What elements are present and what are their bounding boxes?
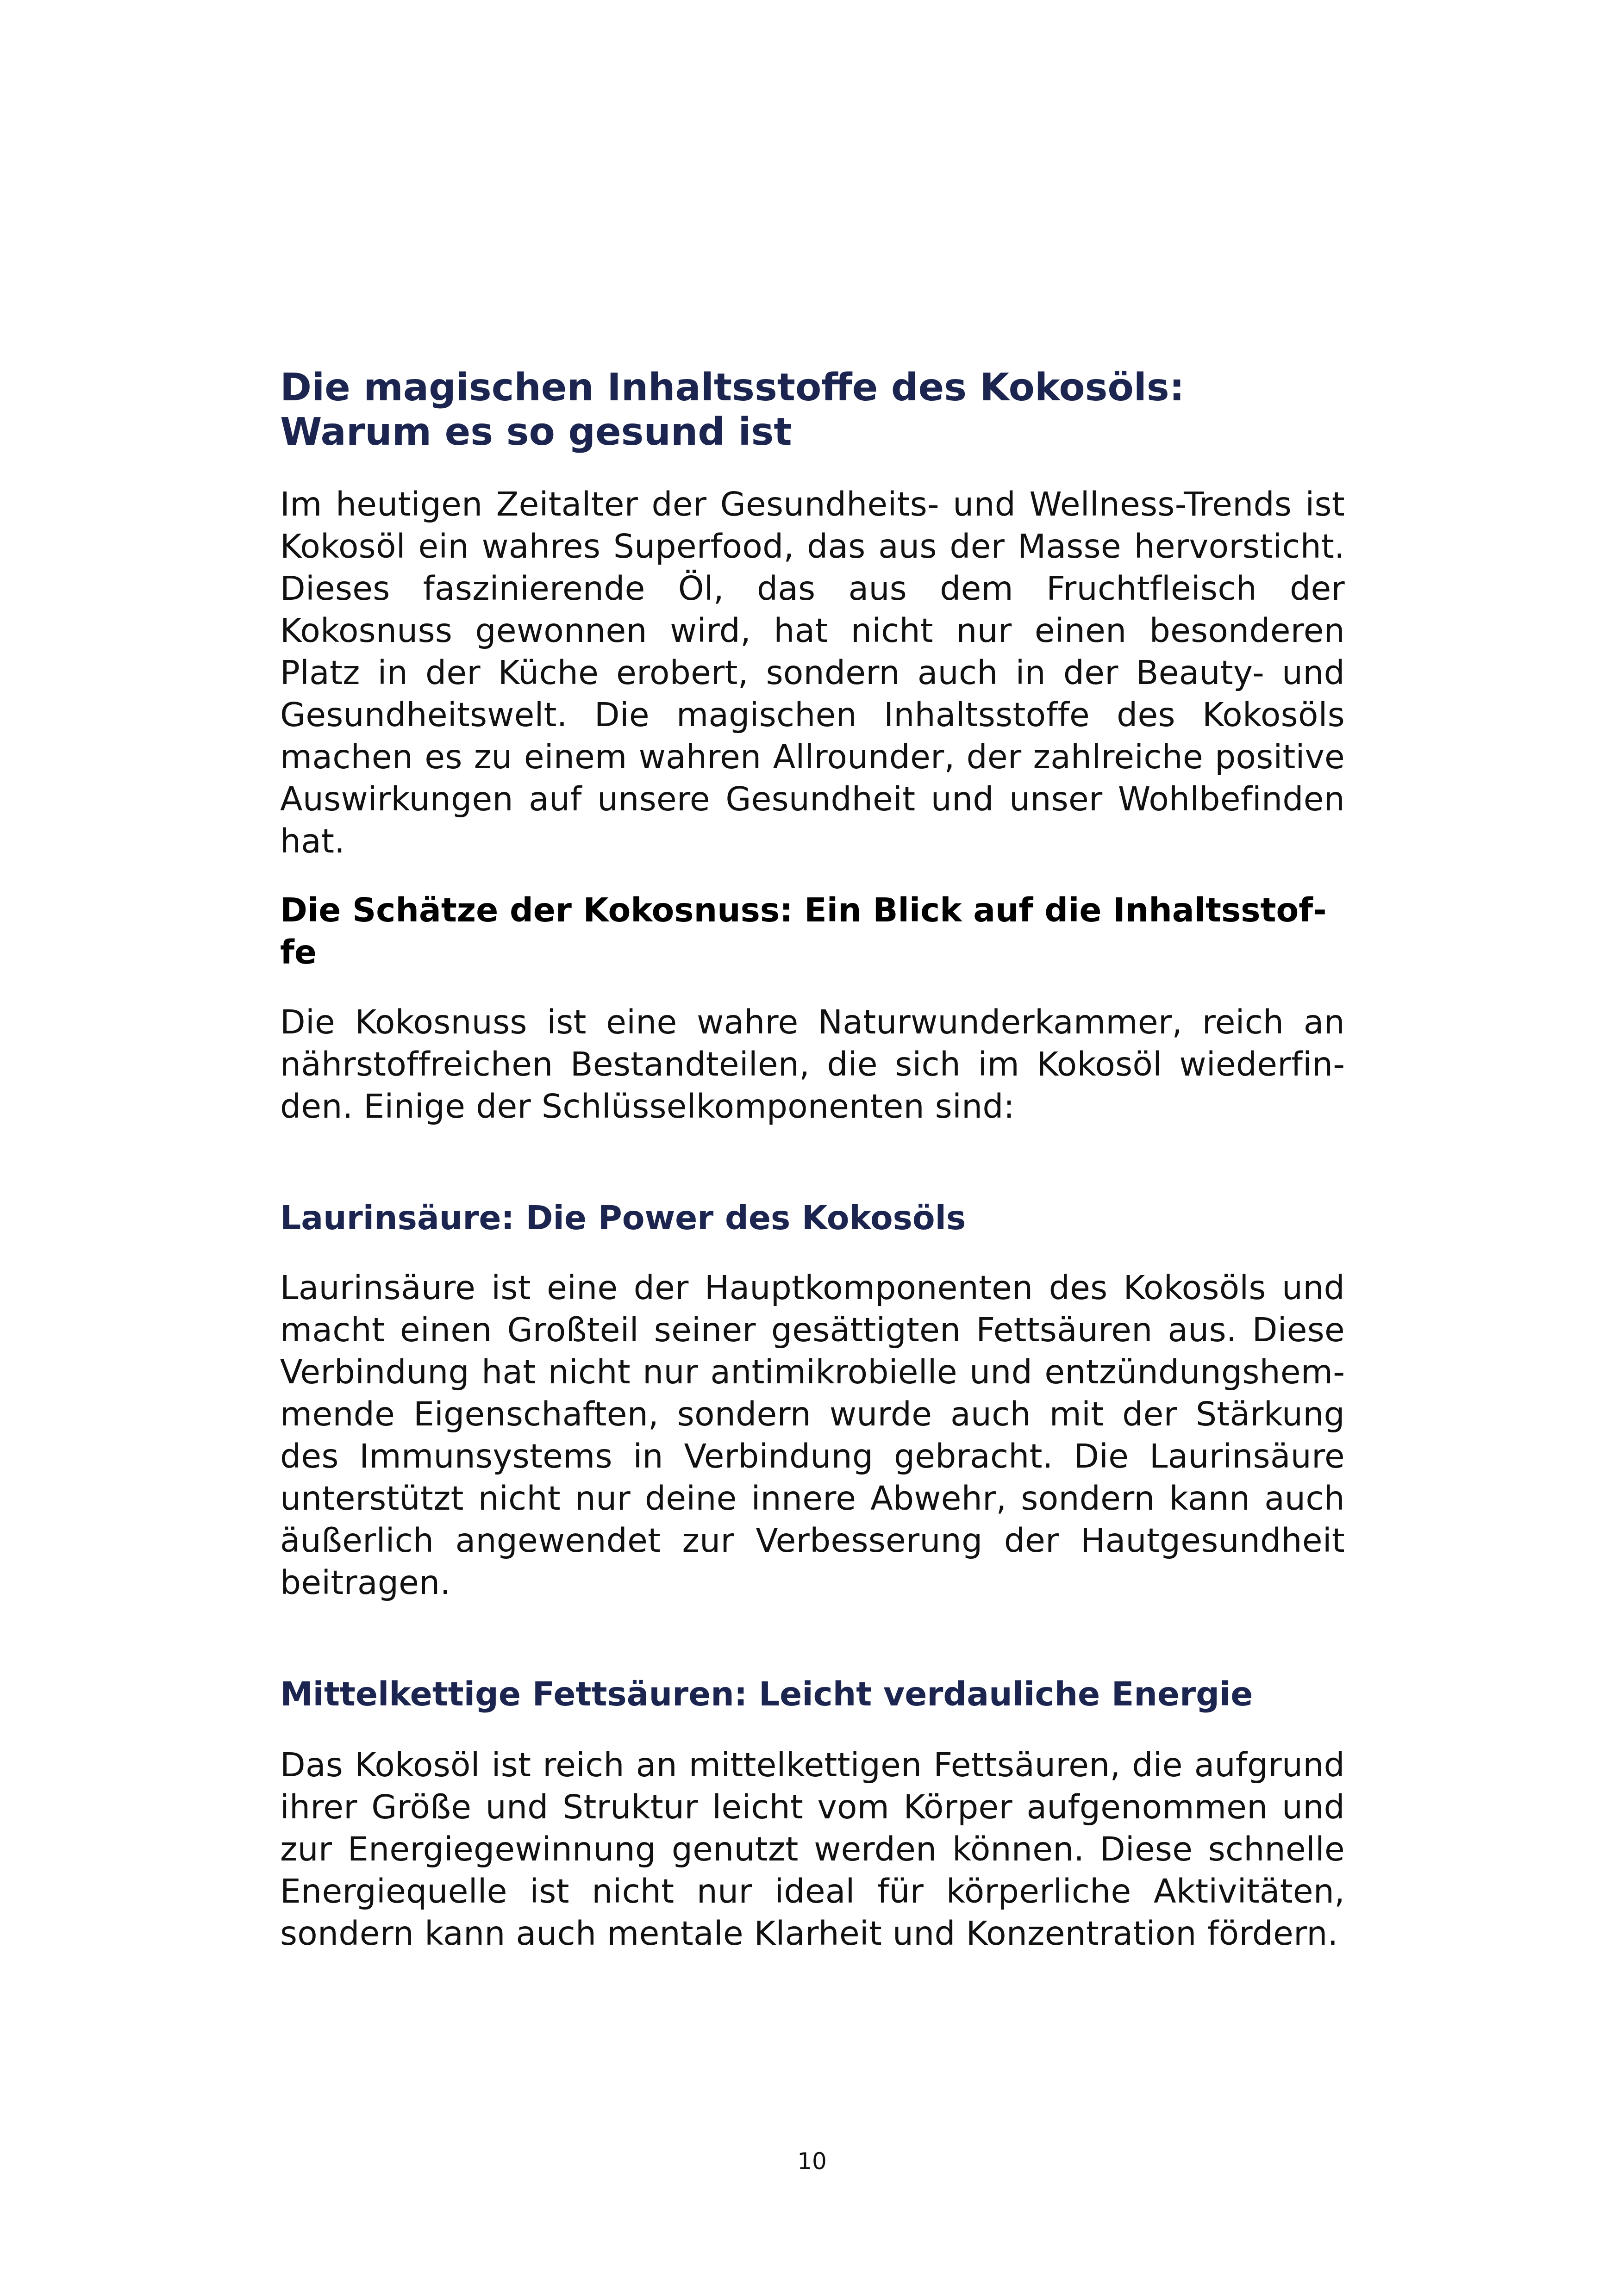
- treasures-heading: Die Schätze der Kokosnuss: Ein Blick auf die Inhaltsstoffe: [280, 891, 1327, 971]
- page-content: [280, 366, 1345, 1954]
- lauric-acid-heading: Laurinsäure: Die Power des Kokosöls: [280, 1199, 966, 1237]
- page-title: [280, 366, 1345, 454]
- mct-heading: Mittelkettige Fettsäuren: Leicht verdauliche Energie: [280, 1675, 1253, 1713]
- lauric-acid-paragraph: Laurinsäure ist eine der Hauptkomponenten des Kokosöls und macht einen Großteil seiner gesättigten Fettsäuren aus. Diese Verbindung hat nicht nur antimikrobielle und entzündungshemmende Eigenschaften, sondern wurde auch mit der Stärkung des Immunsystems in Verbindung gebracht. Die Laurinsäure unterstützt nicht nur deine innere Abwehr, sondern kann auch äußerlich angewendet zur Verbesserung der Hautgesundheit beitragen.: [280, 1269, 1345, 1602]
- mct-paragraph: Das Kokosöl ist reich an mittelkettigen Fettsäuren, die aufgrund ihrer Größe und Struktur leicht vom Körper aufgenommen und zur Energiegewinnung genutzt werden können. Diese schnelle Energiequelle ist nicht nur ideal für körperliche Aktivitäten, sondern kann auch mentale Klarheit und Konzentration fördern.: [280, 1746, 1345, 1953]
- page-title-line-1: Die magischen Inhaltsstoffe des Kokosöls:: [280, 366, 1185, 410]
- intro-paragraph: Im heutigen Zeitalter der Gesundheits- und Wellness-Trends ist Kokosöl ein wahres Superfood, das aus der Masse hervorsticht. Dieses faszinierende Öl, das aus dem Fruchtfleisch der Kokosnuss gewonnen wird, hat nicht nur einen besonderen Platz in der Küche erobert, sondern auch in der Beauty- und Gesundheitswelt. Die magischen Inhaltsstoffe des Kokosöls machen es zu einem wahren Allrounder, der zahlreiche positive Auswirkungen auf unsere Gesundheit und unser Wohlbefinden hat.: [280, 485, 1345, 860]
- page-title-line-2: Warum es so gesund ist: [280, 410, 792, 454]
- treasures-paragraph: Die Kokosnuss ist eine wahre Naturwunderkammer, reich an nährstoffreichen Bestandteilen, die sich im Kokosöl wiederfinden. Einige der Schlüsselkomponenten sind:: [280, 1003, 1345, 1126]
- page-number: 10: [797, 2148, 827, 2175]
